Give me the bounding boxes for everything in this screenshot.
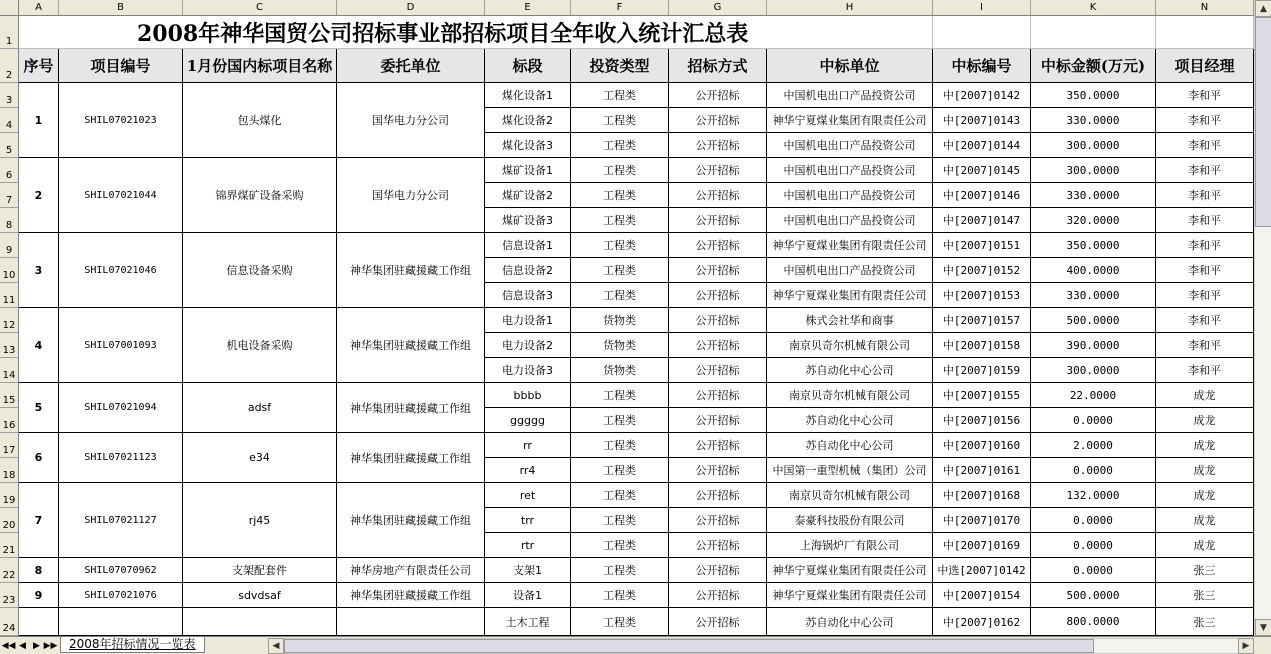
cell-manager[interactable]: 李和平 xyxy=(1156,158,1254,183)
cell-section[interactable]: 煤化设备3 xyxy=(485,133,571,158)
cell-bid-method[interactable]: 公开招标 xyxy=(669,383,767,408)
header-section: 标段 xyxy=(485,49,571,83)
cell-win-no[interactable]: 中[2007]0158 xyxy=(933,333,1031,358)
row-header-9[interactable]: 9 xyxy=(0,233,19,258)
row-header-1[interactable]: 1 xyxy=(0,16,19,49)
column-header-e[interactable]: E xyxy=(485,0,571,16)
header-invest-type: 投资类型 xyxy=(571,49,669,83)
cell-invest-type[interactable]: 工程类 xyxy=(571,558,669,583)
empty-cell[interactable] xyxy=(183,608,337,636)
cell-winner[interactable]: 南京贝奇尔机械有限公司 xyxy=(767,483,933,508)
group-project-no: SHIL07021123 xyxy=(59,433,183,483)
cell-manager[interactable]: 成龙 xyxy=(1156,458,1254,483)
cell-winner[interactable]: 神华宁夏煤业集团有限责任公司 xyxy=(767,233,933,258)
cell-winner[interactable]: 苏自动化中心公司 xyxy=(767,433,933,458)
cell-section[interactable]: ret xyxy=(485,483,571,508)
cell-bid-method[interactable]: 公开招标 xyxy=(669,233,767,258)
cell-win-no[interactable]: 中[2007]0154 xyxy=(933,583,1031,608)
group-project-name: 信息设备采购 xyxy=(183,233,337,308)
cell-amount[interactable]: 320.0000 xyxy=(1031,208,1156,233)
cell-winner[interactable]: 南京贝奇尔机械有限公司 xyxy=(767,333,933,358)
group-client: 神华房地产有限责任公司 xyxy=(337,558,485,583)
cell-manager[interactable]: 成龙 xyxy=(1156,383,1254,408)
cell-bid-method[interactable]: 公开招标 xyxy=(669,533,767,558)
row-header-23[interactable]: 23 xyxy=(0,583,19,608)
cell-section[interactable]: rtr xyxy=(485,533,571,558)
cell-invest-type[interactable]: 货物类 xyxy=(571,358,669,383)
row-header-5[interactable]: 5 xyxy=(0,133,19,158)
cell-bid-method[interactable]: 公开招标 xyxy=(669,458,767,483)
row-header-11[interactable]: 11 xyxy=(0,283,19,308)
horizontal-scroll-thumb[interactable] xyxy=(284,639,1094,653)
cell-amount[interactable]: 22.0000 xyxy=(1031,383,1156,408)
cell-invest-type[interactable]: 工程类 xyxy=(571,608,669,636)
column-header-k[interactable]: K xyxy=(1031,0,1156,16)
cell-amount[interactable]: 350.0000 xyxy=(1031,233,1156,258)
group-seq: 9 xyxy=(19,583,59,608)
cell-section[interactable]: 信息设备3 xyxy=(485,283,571,308)
cell-bid-method[interactable]: 公开招标 xyxy=(669,358,767,383)
cell-section[interactable]: 设备1 xyxy=(485,583,571,608)
cell-amount[interactable]: 500.0000 xyxy=(1031,308,1156,333)
cell-section[interactable]: trr xyxy=(485,508,571,533)
cell-manager[interactable]: 李和平 xyxy=(1156,108,1254,133)
empty-cell[interactable] xyxy=(19,608,59,636)
cell-bid-method[interactable]: 公开招标 xyxy=(669,433,767,458)
column-header-h[interactable]: H xyxy=(767,0,933,16)
cell-invest-type[interactable]: 工程类 xyxy=(571,133,669,158)
cell-invest-type[interactable]: 工程类 xyxy=(571,458,669,483)
group-client: 神华集团驻藏援藏工作组 xyxy=(337,433,485,483)
cell-amount[interactable]: 2.0000 xyxy=(1031,433,1156,458)
cell-section[interactable]: 煤化设备1 xyxy=(485,83,571,108)
column-header-i[interactable]: I xyxy=(933,0,1031,16)
cell-manager[interactable]: 张三 xyxy=(1156,558,1254,583)
row-header-6[interactable]: 6 xyxy=(0,158,19,183)
cell-bid-method[interactable]: 公开招标 xyxy=(669,308,767,333)
cell-manager[interactable]: 成龙 xyxy=(1156,533,1254,558)
group-client: 神华集团驻藏援藏工作组 xyxy=(337,583,485,608)
sheet-tab-bar xyxy=(0,636,1271,654)
header-winner: 中标单位 xyxy=(767,49,933,83)
column-header-n[interactable]: N xyxy=(1156,0,1254,16)
group-project-name: sdvdsaf xyxy=(183,583,337,608)
select-all-corner[interactable] xyxy=(0,0,19,16)
cell-section[interactable]: 电力设备2 xyxy=(485,333,571,358)
cell-section[interactable]: rr xyxy=(485,433,571,458)
cell-invest-type[interactable]: 工程类 xyxy=(571,83,669,108)
cell-bid-method[interactable]: 公开招标 xyxy=(669,508,767,533)
cell-win-no[interactable]: 中[2007]0161 xyxy=(933,458,1031,483)
cell-amount[interactable]: 330.0000 xyxy=(1031,183,1156,208)
group-client: 神华集团驻藏援藏工作组 xyxy=(337,483,485,558)
cell-invest-type[interactable]: 工程类 xyxy=(571,158,669,183)
column-header-g[interactable]: G xyxy=(669,0,767,16)
row-header-13[interactable]: 13 xyxy=(0,333,19,358)
cell-amount[interactable]: 500.0000 xyxy=(1031,583,1156,608)
vertical-scroll-thumb[interactable] xyxy=(1255,17,1271,227)
cell-manager[interactable]: 成龙 xyxy=(1156,408,1254,433)
cell-section[interactable]: 电力设备1 xyxy=(485,308,571,333)
cell-manager[interactable]: 张三 xyxy=(1156,583,1254,608)
cell-section[interactable]: 电力设备3 xyxy=(485,358,571,383)
cell-invest-type[interactable]: 货物类 xyxy=(571,308,669,333)
cell-invest-type[interactable]: 工程类 xyxy=(571,383,669,408)
group-project-name: 包头煤化 xyxy=(183,83,337,158)
group-project-no: SHIL07021044 xyxy=(59,158,183,233)
cell-amount[interactable]: 0.0000 xyxy=(1031,458,1156,483)
column-header-d[interactable]: D xyxy=(337,0,485,16)
group-project-no: SHIL07070962 xyxy=(59,558,183,583)
group-project-name: 锦界煤矿设备采购 xyxy=(183,158,337,233)
row-header-2[interactable]: 2 xyxy=(0,49,19,83)
empty-cell[interactable] xyxy=(59,608,183,636)
cell-section[interactable]: rr4 xyxy=(485,458,571,483)
cell-amount[interactable]: 0.0000 xyxy=(1031,408,1156,433)
cell-winner[interactable]: 中国机电出口产品投资公司 xyxy=(767,183,933,208)
cell-bid-method[interactable]: 公开招标 xyxy=(669,108,767,133)
cell-amount[interactable]: 0.0000 xyxy=(1031,508,1156,533)
cell-winner[interactable]: 泰豪科技股份有限公司 xyxy=(767,508,933,533)
cell-invest-type[interactable]: 工程类 xyxy=(571,283,669,308)
column-header-f[interactable]: F xyxy=(571,0,669,16)
header-manager: 项目经理 xyxy=(1156,49,1254,83)
cell-manager[interactable]: 张三 xyxy=(1156,608,1254,636)
cell-win-no[interactable]: 中[2007]0153 xyxy=(933,283,1031,308)
cell-invest-type[interactable]: 工程类 xyxy=(571,533,669,558)
cell-manager[interactable]: 李和平 xyxy=(1156,208,1254,233)
cell-win-no[interactable]: 中[2007]0145 xyxy=(933,158,1031,183)
header-amount: 中标金额(万元) xyxy=(1031,49,1156,83)
cell-winner[interactable]: 神华宁夏煤业集团有限责任公司 xyxy=(767,283,933,308)
row-header-20[interactable]: 20 xyxy=(0,508,19,533)
cell-manager[interactable]: 成龙 xyxy=(1156,483,1254,508)
next-sheet-button[interactable]: ▶ xyxy=(33,640,40,651)
cell-bid-method[interactable]: 公开招标 xyxy=(669,583,767,608)
row-header-21[interactable]: 21 xyxy=(0,533,19,558)
cell-manager[interactable]: 李和平 xyxy=(1156,258,1254,283)
cell-manager[interactable]: 李和平 xyxy=(1156,133,1254,158)
row-header-19[interactable]: 19 xyxy=(0,483,19,508)
cell-winner[interactable]: 上海锅炉厂有限公司 xyxy=(767,533,933,558)
header-client: 委托单位 xyxy=(337,49,485,83)
column-header-c[interactable]: C xyxy=(183,0,337,16)
row-header-22[interactable]: 22 xyxy=(0,558,19,583)
header-project-no: 项目编号 xyxy=(59,49,183,83)
cell-manager[interactable]: 成龙 xyxy=(1156,508,1254,533)
cell-bid-method[interactable]: 公开招标 xyxy=(669,133,767,158)
cell-win-no[interactable]: 中[2007]0143 xyxy=(933,108,1031,133)
header-project-name: 1月份国内标项目名称 xyxy=(183,49,337,83)
group-project-no: SHIL07001093 xyxy=(59,308,183,383)
cell-win-no[interactable]: 中[2007]0144 xyxy=(933,133,1031,158)
cell-invest-type[interactable]: 工程类 xyxy=(571,483,669,508)
cell-section[interactable]: 信息设备1 xyxy=(485,233,571,258)
cell-amount[interactable]: 300.0000 xyxy=(1031,133,1156,158)
cell-section[interactable]: 支架1 xyxy=(485,558,571,583)
cell-amount[interactable]: 0.0000 xyxy=(1031,533,1156,558)
cell-win-no[interactable]: 中[2007]0159 xyxy=(933,358,1031,383)
cell-winner[interactable]: 中国机电出口产品投资公司 xyxy=(767,158,933,183)
header-bid-method: 招标方式 xyxy=(669,49,767,83)
vertical-scrollbar[interactable] xyxy=(1254,0,1271,636)
cell-section[interactable]: 煤矿设备3 xyxy=(485,208,571,233)
cell-winner[interactable]: 神华宁夏煤业集团有限责任公司 xyxy=(767,583,933,608)
cell-win-no[interactable]: 中[2007]0162 xyxy=(933,608,1031,636)
cell-invest-type[interactable]: 货物类 xyxy=(571,333,669,358)
cell-winner[interactable]: 神华宁夏煤业集团有限责任公司 xyxy=(767,108,933,133)
row-header-8[interactable]: 8 xyxy=(0,208,19,233)
scroll-up-button[interactable]: ▲ xyxy=(1255,0,1271,17)
row-header-15[interactable]: 15 xyxy=(0,383,19,408)
cell-winner[interactable]: 苏自动化中心公司 xyxy=(767,408,933,433)
cell-win-no[interactable]: 中[2007]0156 xyxy=(933,408,1031,433)
cell-invest-type[interactable]: 工程类 xyxy=(571,408,669,433)
cell-manager[interactable]: 成龙 xyxy=(1156,433,1254,458)
prev-sheet-button[interactable]: ◀ xyxy=(19,640,26,651)
group-project-no: SHIL07021046 xyxy=(59,233,183,308)
cell-section[interactable]: 土木工程 xyxy=(485,608,571,636)
group-seq: 5 xyxy=(19,383,59,433)
cell-winner[interactable]: 中国机电出口产品投资公司 xyxy=(767,258,933,283)
cell-invest-type[interactable]: 工程类 xyxy=(571,208,669,233)
cell-bid-method[interactable]: 公开招标 xyxy=(669,483,767,508)
group-client: 国华电力分公司 xyxy=(337,158,485,233)
cell-section[interactable]: 煤矿设备2 xyxy=(485,183,571,208)
row-header-24[interactable]: 24 xyxy=(0,608,19,636)
scroll-left-button[interactable]: ◀ xyxy=(268,638,284,654)
cell-win-no[interactable]: 中[2007]0168 xyxy=(933,483,1031,508)
cell-manager[interactable]: 李和平 xyxy=(1156,283,1254,308)
scroll-down-button[interactable]: ▼ xyxy=(1255,619,1271,636)
group-client: 神华集团驻藏援藏工作组 xyxy=(337,233,485,308)
first-sheet-button[interactable]: ◀◀ xyxy=(1,640,16,651)
row-header-7[interactable]: 7 xyxy=(0,183,19,208)
cell-amount[interactable]: 800.0000 xyxy=(1031,608,1156,636)
group-project-no: SHIL07021127 xyxy=(59,483,183,558)
cell-invest-type[interactable]: 工程类 xyxy=(571,183,669,208)
cell-winner[interactable]: 苏自动化中心公司 xyxy=(767,608,933,636)
cell-amount[interactable]: 390.0000 xyxy=(1031,333,1156,358)
cell-invest-type[interactable]: 工程类 xyxy=(571,258,669,283)
cell-row1-o[interactable] xyxy=(1156,16,1254,49)
column-header-a[interactable]: A xyxy=(19,0,59,16)
group-project-no: SHIL07021076 xyxy=(59,583,183,608)
column-header-b[interactable]: B xyxy=(59,0,183,16)
cell-winner[interactable]: 中国机电出口产品投资公司 xyxy=(767,83,933,108)
cell-win-no[interactable]: 中[2007]0142 xyxy=(933,83,1031,108)
group-seq: 8 xyxy=(19,558,59,583)
group-seq: 6 xyxy=(19,433,59,483)
group-client: 国华电力分公司 xyxy=(337,83,485,158)
cell-row1-k[interactable] xyxy=(933,16,1031,49)
group-project-name: rj45 xyxy=(183,483,337,558)
cell-section[interactable]: bbbb xyxy=(485,383,571,408)
cell-manager[interactable]: 李和平 xyxy=(1156,183,1254,208)
cell-win-no[interactable]: 中[2007]0157 xyxy=(933,308,1031,333)
cell-amount[interactable]: 400.0000 xyxy=(1031,258,1156,283)
cell-winner[interactable]: 中国机电出口产品投资公司 xyxy=(767,208,933,233)
cell-bid-method[interactable]: 公开招标 xyxy=(669,408,767,433)
cell-win-no[interactable]: 中[2007]0169 xyxy=(933,533,1031,558)
cell-section[interactable]: 信息设备2 xyxy=(485,258,571,283)
cell-bid-method[interactable]: 公开招标 xyxy=(669,183,767,208)
cell-section[interactable]: ggggg xyxy=(485,408,571,433)
cell-bid-method[interactable]: 公开招标 xyxy=(669,158,767,183)
cell-row1-n[interactable] xyxy=(1031,16,1156,49)
cell-amount[interactable]: 330.0000 xyxy=(1031,283,1156,308)
group-project-no: SHIL07021094 xyxy=(59,383,183,433)
cell-winner[interactable]: 中国机电出口产品投资公司 xyxy=(767,133,933,158)
cell-win-no[interactable]: 中[2007]0146 xyxy=(933,183,1031,208)
cell-invest-type[interactable]: 工程类 xyxy=(571,108,669,133)
cell-winner[interactable]: 株式会社华和商事 xyxy=(767,308,933,333)
cell-winner[interactable]: 南京贝奇尔机械有限公司 xyxy=(767,383,933,408)
empty-cell[interactable] xyxy=(337,608,485,636)
cell-manager[interactable]: 李和平 xyxy=(1156,333,1254,358)
cell-section[interactable]: 煤化设备2 xyxy=(485,108,571,133)
cell-amount[interactable]: 350.0000 xyxy=(1031,83,1156,108)
row-header-18[interactable]: 18 xyxy=(0,458,19,483)
cell-amount[interactable]: 330.0000 xyxy=(1031,108,1156,133)
cell-winner[interactable]: 神华宁夏煤业集团有限责任公司 xyxy=(767,558,933,583)
cell-amount[interactable]: 300.0000 xyxy=(1031,158,1156,183)
cell-bid-method[interactable]: 公开招标 xyxy=(669,558,767,583)
group-client: 神华集团驻藏援藏工作组 xyxy=(337,308,485,383)
group-seq: 2 xyxy=(19,158,59,233)
group-seq: 4 xyxy=(19,308,59,383)
cell-bid-method[interactable]: 公开招标 xyxy=(669,608,767,636)
sheet-title: 2008年神华国贸公司招标事业部招标项目全年收入统计汇总表 xyxy=(19,16,933,49)
group-seq: 1 xyxy=(19,83,59,158)
cell-amount[interactable]: 0.0000 xyxy=(1031,558,1156,583)
group-seq: 3 xyxy=(19,233,59,308)
group-project-no: SHIL07021023 xyxy=(59,83,183,158)
cell-win-no[interactable]: 中[2007]0151 xyxy=(933,233,1031,258)
cell-win-no[interactable]: 中[2007]0147 xyxy=(933,208,1031,233)
horizontal-scrollbar[interactable] xyxy=(268,638,1254,654)
sheet-tab-active[interactable]: 2008年招标情况一览表 xyxy=(60,637,205,653)
cell-bid-method[interactable]: 公开招标 xyxy=(669,258,767,283)
row-header-14[interactable]: 14 xyxy=(0,358,19,383)
cell-win-no[interactable]: 中[2007]0155 xyxy=(933,383,1031,408)
group-seq: 7 xyxy=(19,483,59,558)
cell-bid-method[interactable]: 公开招标 xyxy=(669,83,767,108)
header-win-no: 中标编号 xyxy=(933,49,1031,83)
header-seq: 序号 xyxy=(19,49,59,83)
last-sheet-button[interactable]: ▶▶ xyxy=(43,640,58,651)
cell-amount[interactable]: 300.0000 xyxy=(1031,358,1156,383)
cell-invest-type[interactable]: 工程类 xyxy=(571,508,669,533)
row-header-17[interactable]: 17 xyxy=(0,433,19,458)
cell-bid-method[interactable]: 公开招标 xyxy=(669,283,767,308)
cell-invest-type[interactable]: 工程类 xyxy=(571,233,669,258)
row-header-10[interactable]: 10 xyxy=(0,258,19,283)
group-client: 神华集团驻藏援藏工作组 xyxy=(337,383,485,433)
cell-manager[interactable]: 李和平 xyxy=(1156,358,1254,383)
cell-manager[interactable]: 李和平 xyxy=(1156,308,1254,333)
cell-win-no[interactable]: 中[2007]0152 xyxy=(933,258,1031,283)
row-header-4[interactable]: 4 xyxy=(0,108,19,133)
row-header-12[interactable]: 12 xyxy=(0,308,19,333)
cell-win-no[interactable]: 中[2007]0160 xyxy=(933,433,1031,458)
row-header-16[interactable]: 16 xyxy=(0,408,19,433)
cell-winner[interactable]: 苏自动化中心公司 xyxy=(767,358,933,383)
scroll-right-button[interactable]: ▶ xyxy=(1238,638,1254,654)
cell-manager[interactable]: 李和平 xyxy=(1156,83,1254,108)
group-project-name: e34 xyxy=(183,433,337,483)
cell-amount[interactable]: 132.0000 xyxy=(1031,483,1156,508)
cell-bid-method[interactable]: 公开招标 xyxy=(669,333,767,358)
cell-win-no[interactable]: 中[2007]0170 xyxy=(933,508,1031,533)
cell-invest-type[interactable]: 工程类 xyxy=(571,583,669,608)
cell-manager[interactable]: 李和平 xyxy=(1156,233,1254,258)
row-header-3[interactable]: 3 xyxy=(0,83,19,108)
cell-winner[interactable]: 中国第一重型机械（集团）公司 xyxy=(767,458,933,483)
group-project-name: adsf xyxy=(183,383,337,433)
cell-section[interactable]: 煤矿设备1 xyxy=(485,158,571,183)
cell-invest-type[interactable]: 工程类 xyxy=(571,433,669,458)
cell-bid-method[interactable]: 公开招标 xyxy=(669,208,767,233)
group-project-name: 支架配套件 xyxy=(183,558,337,583)
group-project-name: 机电设备采购 xyxy=(183,308,337,383)
cell-win-no[interactable]: 中选[2007]0142 xyxy=(933,558,1031,583)
